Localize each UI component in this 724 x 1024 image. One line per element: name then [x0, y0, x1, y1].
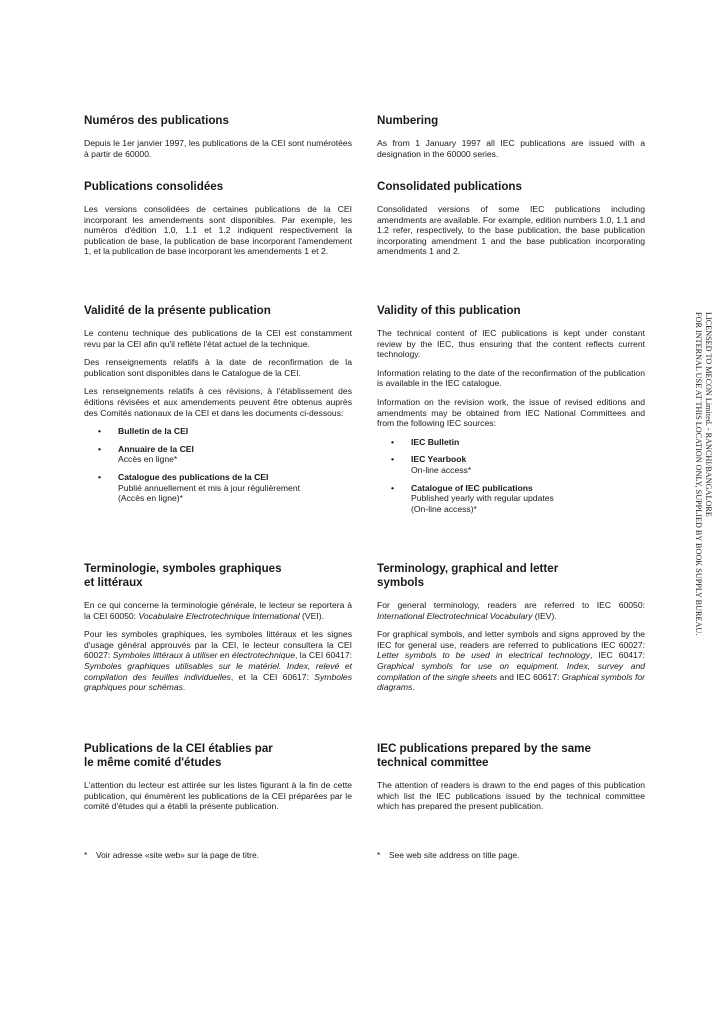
list-item — [391, 483, 645, 515]
license-stamp — [693, 312, 713, 642]
source-title: Catalogue of IEC publications — [411, 482, 533, 493]
sources-list-en — [391, 437, 645, 515]
bullet-icon: • — [98, 426, 102, 437]
terminology-p1-fr: En ce qui concerne la terminologie générale, le lecteur se reportera à la CEI 60050: Vocabulaire Electrotechnique International (VEI). — [84, 600, 352, 621]
list-item — [391, 437, 645, 448]
list-item — [98, 444, 352, 465]
source-note: Accès en ligne* — [118, 454, 178, 465]
validity-p3-en: Information on the revision work, the issue of revised editions and amendments may be obtained from IEC National Committees and from the following IEC sources: — [377, 396, 645, 429]
terminology-heading-en: Terminology, graphical and letter symbols — [377, 562, 559, 589]
consolidated-section-fr — [84, 180, 352, 265]
bullet-icon: • — [391, 454, 395, 465]
numbering-text-fr: Depuis le 1er janvier 1997, les publications de la CEI sont numérotées à partir de 60000. — [84, 138, 352, 159]
terminology-p2-en: For graphical symbols, and letter symbols and signs approved by the IEC for general use, readers are referred to publications IEC 60027: Letter symbols to be used in electrical technology, IEC 60417: Graphical symbols for use on equipment. Index, survey and compilation of the single sheets and IEC 60617: Graphical symbols for diagrams. — [377, 629, 646, 693]
consolidated-section-en — [377, 180, 645, 265]
committee-heading-fr: Publications de la CEI établies par le même comité d'études — [84, 742, 273, 769]
validity-p1-en: The technical content of IEC publications is kept under constant review by the IEC, thus ensuring that the content reflects current technology. — [377, 328, 645, 360]
license-stamp-line2: FOR INTERNAL USE AT THIS LOCATION ONLY, SUPPLIED BY BOOK SUPPLY BUREAU. — [694, 312, 703, 636]
validity-p2-en: Information relating to the date of the reconfirmation of the publication is available in the IEC catalogue. — [377, 367, 645, 389]
list-item — [391, 454, 645, 475]
consolidated-text-fr: Les versions consolidées de certaines publications de la CEI incorporant les amendements sont disponibles. Par exemple, les numéros d'édition 1.0, 1.1 et 1.2 indiquent respectivement la publication de base, la publication de base incorporant l'amendement 1, et la publication de base incorporant les amendements 1 et 2. — [84, 204, 352, 257]
validity-section-en — [377, 304, 645, 521]
sources-list-fr — [98, 426, 352, 504]
bullet-icon: • — [98, 471, 102, 482]
validity-p2-fr: Des renseignements relatifs à la date de reconfirmation de la publication sont disponibles dans le Catalogue de la CEI. — [84, 357, 352, 378]
numbering-section-en — [377, 114, 645, 167]
validity-heading-en: Validity of this publication — [377, 304, 521, 317]
source-note: Published yearly with regular updates — [411, 493, 554, 504]
terminology-p2-fr: Pour les symboles graphiques, les symboles littéraux et les signes d'usage général approuvés par la CEI, le lecteur consultera la CEI 60027: Symboles littéraux à utiliser en électrotechnique, la CEI 60417: Symboles graphiques utilisables sur le matériel. Index, relevé et compilation des feuilles individuelles, et la CEI 60617: Symboles graphiques pour schémas. — [84, 629, 352, 693]
consolidated-text-en: Consolidated versions of some IEC publications including amendments are available. For example, edition numbers 1.0, 1.1 and 1.2 refer, respectively, to the base publication, the base publication incorporating amendment 1 and the base publication incorporating amendments 1 and 2. — [377, 204, 645, 257]
committee-section-en — [377, 742, 645, 820]
source-title: Bulletin de la CEI — [118, 426, 189, 437]
validity-p3-fr: Les renseignements relatifs à ces révisions, à l'établissement des éditions révisées et aux amendements peuvent être obtenus auprès des Comités nationaux de la CEI et dans les documents ci-dessous: — [84, 386, 352, 418]
footnote-en: * See web site address on title page. — [377, 850, 520, 860]
consolidated-heading-fr: Publications consolidées — [84, 180, 224, 193]
footnote-fr: * Voir adresse «site web» sur la page de titre. — [84, 850, 259, 860]
committee-text-en: The attention of readers is drawn to the end pages of this publication which list the IEC publications issued by the technical committee which has prepared the present publication. — [377, 780, 645, 812]
list-item — [98, 426, 352, 437]
terminology-section-en — [377, 562, 645, 701]
committee-heading-en: IEC publications prepared by the same technical committee — [377, 742, 591, 769]
numbering-heading-en: Numbering — [377, 114, 439, 127]
consolidated-heading-en: Consolidated publications — [377, 180, 522, 193]
committee-section-fr — [84, 742, 352, 820]
bullet-icon: • — [98, 443, 102, 454]
source-title: IEC Bulletin — [411, 436, 460, 447]
source-note-2: (On-line access)* — [411, 503, 477, 514]
terminology-heading-fr: Terminologie, symboles graphiques et littéraux — [84, 562, 282, 589]
source-title: IEC Yearbook — [411, 454, 467, 465]
numbering-text-en: As from 1 January 1997 all IEC publications are issued with a designation in the 60000 series. — [377, 138, 645, 159]
source-note: On-line access* — [411, 464, 472, 475]
terminology-section-fr — [84, 562, 352, 701]
numbering-section-fr — [84, 114, 352, 167]
numbering-heading-fr: Numéros des publications — [84, 114, 229, 127]
validity-heading-fr: Validité de la présente publication — [84, 304, 271, 317]
license-stamp-line1: LICENSED TO MECON Limited. - RANCHI/BANGALORE — [704, 312, 713, 517]
list-item — [98, 472, 352, 504]
terminology-p1-en: For general terminology, readers are referred to IEC 60050: International Electrotechnical Vocabulary (IEV). — [377, 600, 645, 621]
validity-p1-fr: Le contenu technique des publications de la CEI est constamment revu par la CEI afin qu'il reflète l'état actuel de la technique. — [84, 328, 352, 349]
source-title: Annuaire de la CEI — [118, 443, 194, 454]
source-note: Publié annuellement et mis à jour régulièrement — [118, 482, 301, 493]
bullet-icon: • — [391, 482, 395, 493]
validity-section-fr — [84, 304, 352, 511]
committee-text-fr: L'attention du lecteur est attirée sur les listes figurant à la fin de cette publication, qui énumèrent les publications de la CEI préparées par le comité d'études qui a établi la présente publication. — [84, 780, 352, 812]
bullet-icon: • — [391, 436, 395, 447]
source-note-2: (Accès en ligne)* — [118, 493, 183, 504]
source-title: Catalogue des publications de la CEI — [118, 471, 269, 482]
